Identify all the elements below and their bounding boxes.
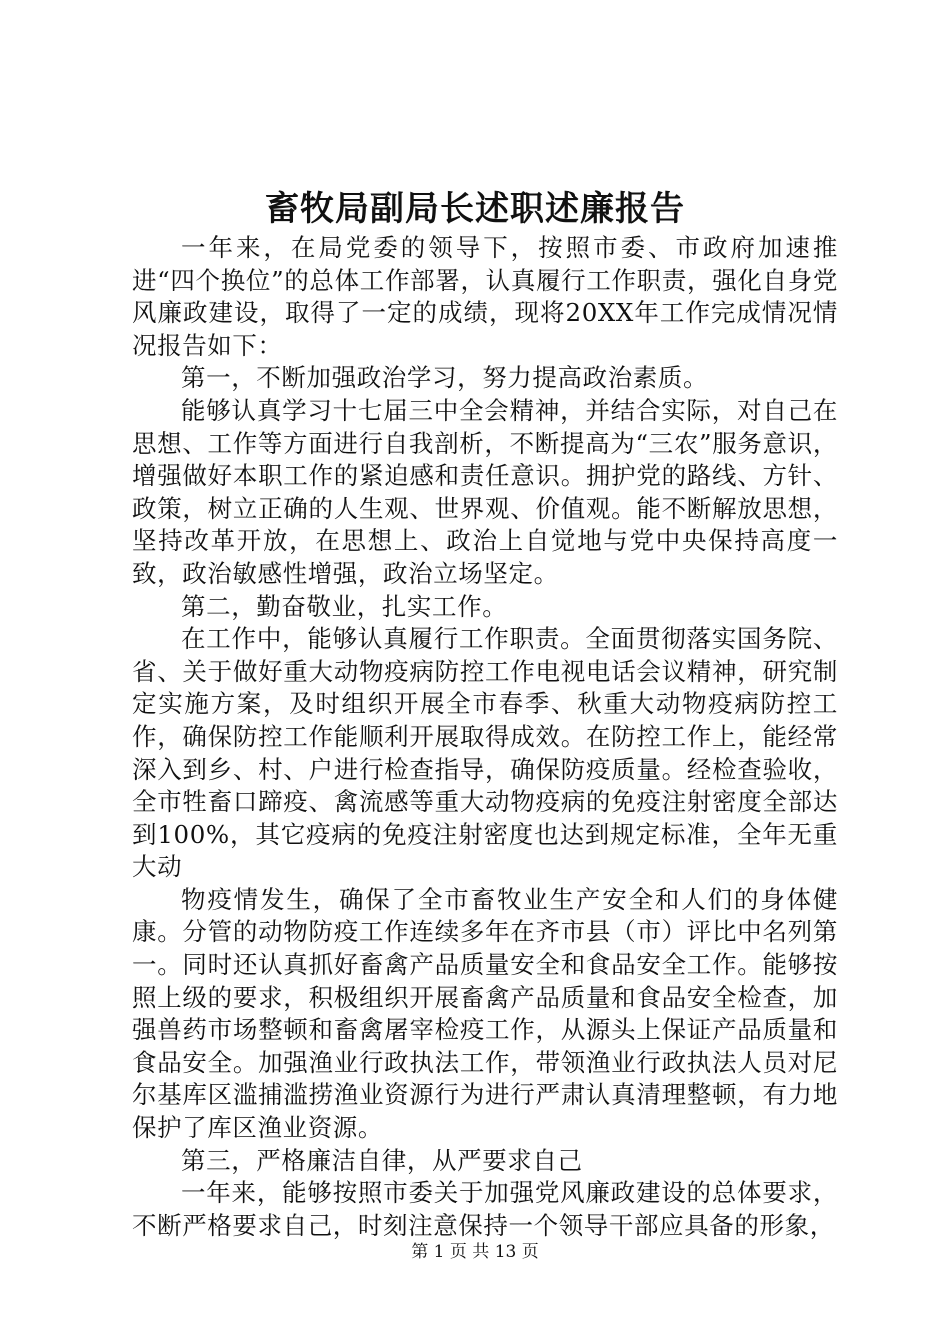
paragraph-section-2-continued: 物疫情发生，确保了全市畜牧业生产安全和人们的身体健康。分管的动物防疫工作连续多年在齐市县（市）评比中名列第一。同时还认真抓好畜禽产品质量安全和食品安全工作。能够按照上级的要求，积极组织开展畜禽产品质量和食品安全检查，加强兽药市场整顿和畜禽屠宰检疫工作，从源头上保证产品质量和食品安全。加强渔业行政执法工作，带领渔业行政执法人员对尼尔基库区滥捕滥捞渔业资源行为进行严肃认真清理整顿，有力地保护了库区渔业资源。 [132, 884, 838, 1143]
document-title: 畜牧局副局长述职述廉报告 [265, 189, 685, 229]
paragraph-section-2: 在工作中，能够认真履行工作职责。全面贯彻落实国务院、省、关于做好重大动物疫病防控工作电视电话会议精神，研究制定实施方案，及时组织开展全市春季、秋重大动物疫病防控工作，确保防控工作能顺利开展取得成效。在防控工作上，能经常深入到乡、村、户进行检查指导，确保防疫质量。经检查验收，全市牲畜口蹄疫、禽流感等重大动物疫病的免疫注射密度全部达到100%，其它疫病的免疫注射密度也达到规定标准，全年无重大动 [132, 624, 838, 882]
document-body [132, 232, 838, 1242]
section-heading-3: 第三，严格廉洁自律，从严要求自己 [181, 1145, 583, 1175]
page-number-footer: 第 1 页 共 13 页 [411, 1242, 539, 1262]
paragraph-section-3: 一年来，能够按照市委关于加强党风廉政建设的总体要求，不断严格要求自己，时刻注意保持一个领导干部应具备的形象， [132, 1178, 838, 1240]
paragraph-section-1: 能够认真学习十七届三中全会精神，并结合实际，对自己在思想、工作等方面进行自我剖析，不断提高为“三农”服务意识，增强做好本职工作的紧迫感和责任意识。拥护党的路线、方针、政策，树立正确的人生观、世界观、价值观。能不断解放思想，坚持改革开放，在思想上、政治上自觉地与党中央保持高度一致，政治敏感性增强，政治立场坚定。 [132, 395, 838, 588]
paragraph-intro: 一年来，在局党委的领导下，按照市委、市政府加速推进“四个换位”的总体工作部署，认真履行工作职责，强化自身党风廉政建设，取得了一定的成绩，现将20XX年工作完成情况情况报告如下： [132, 233, 838, 360]
section-heading-1: 第一，不断加强政治学习，努力提高政治素质。 [181, 363, 709, 393]
section-heading-2: 第二，勤奋敬业，扎实工作。 [181, 591, 508, 621]
